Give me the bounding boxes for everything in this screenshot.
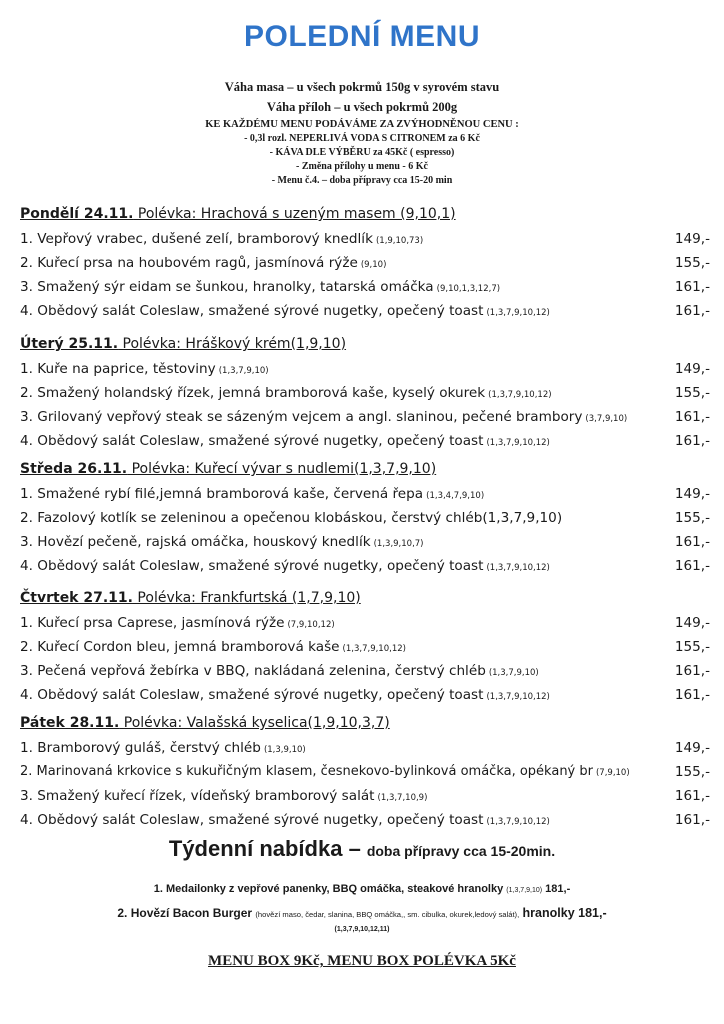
item-allergens: (1,3,7,9,10,12) [486,308,550,318]
side-change-note: - Změna přílohy u menu - 6 Kč [296,161,428,172]
day-name: Středa 26.11. [20,461,128,477]
info-block [0,78,724,188]
weekly-item-2-side: hranolky 181,- [522,906,607,920]
item-price: 161,- [674,788,710,804]
item-text: 4. Obědový salát Coleslaw, smažené sýrové nugetky, opečený toast [20,433,484,449]
item-allergens: (1,3,7,9,10) [488,668,539,678]
menu-item [20,433,710,457]
item-allergens: (7,9,10,12) [287,620,335,630]
item-price: 161,- [674,687,710,703]
item-text: 2. Marinovaná krkovice s kukuřičným klasem, česnekovo-bylinková omáčka, opékaný br [20,764,593,779]
menu-item [20,764,710,788]
menu-item [20,558,710,582]
day-soup: Polévka: Hrachová s uzeným masem (9,10,1) [133,206,456,222]
item-price: 155,- [674,764,710,780]
item-price: 155,- [674,639,710,655]
item-text: 1. Smažené rybí filé,jemná bramborová kaše, červená řepa [20,486,424,502]
item-price: 161,- [674,534,710,550]
weekly-item-1-price: 181,- [545,883,571,895]
item-text: 2. Kuřecí prsa na houbovém ragů, jasmínová rýže [20,255,358,271]
day-name: Úterý 25.11. [20,336,119,352]
item-price: 161,- [674,812,710,828]
item-allergens: (3,7,9,10) [585,414,628,424]
menu-item [20,279,710,303]
item-allergens: (1,3,4,7,9,10) [426,491,485,501]
day-name: Pondělí 24.11. [20,206,134,222]
item-text: 3. Grilovaný vepřový steak se sázeným vejcem a angl. slaninou, pečené brambory [20,409,583,425]
weekly-offer-heading [0,836,724,862]
item-allergens: (9,10,1,3,12,7) [436,284,501,294]
menu-item [20,255,710,279]
item-price: 161,- [674,409,710,425]
item-text: 2. Kuřecí Cordon bleu, jemná bramborová kaše [20,639,340,655]
item-allergens: (1,3,7,9,10,12) [486,692,550,702]
menu-item [20,788,710,812]
weekly-subtitle: doba přípravy cca 15-20min. [366,843,556,859]
item-text: 3. Hovězí pečeně, rajská omáčka, houskový knedlík [20,534,371,550]
item-allergens: (1,3,7,9,10) [218,366,269,376]
item-price: 149,- [674,361,710,377]
discount-coffee: - KÁVA DLE VÝBĚRU za 45Kč ( espresso) [269,147,455,158]
discount-heading: KE KAŽDÉMU MENU PODÁVÁME ZA ZVÝHODNĚNOU CENU : [205,119,519,130]
item-price: 149,- [674,486,710,502]
day-heading [20,461,436,477]
day-heading [20,715,390,731]
item-price: 161,- [674,663,710,679]
day-heading [20,336,346,352]
day-soup: Polévka: Kuřecí vývar s nudlemi(1,3,7,9,10) [127,461,437,477]
item-allergens: (1,3,7,9,10,12) [486,438,550,448]
item-allergens: (1,3,7,9,10,12) [486,563,550,573]
menu-item [20,687,710,711]
day-heading [20,590,361,606]
menu-item [20,639,710,663]
menu-item [20,409,710,433]
item-price: 149,- [674,615,710,631]
item-price: 155,- [674,510,710,526]
weekly-item-2 [0,906,724,920]
menu-item [20,486,710,510]
menu-item [20,812,710,836]
menu-item [20,534,710,558]
day-soup: Polévka: Frankfurtská (1,7,9,10) [132,590,361,606]
item-price: 155,- [674,385,710,401]
menu-item [20,231,710,255]
weekly-item-2-allergens: (1,3,7,9,10,12,11) [334,926,390,933]
item-text: 3. Smažený sýr eidam se šunkou, hranolky, tatarská omáčka [20,279,434,295]
menu-item [20,740,710,764]
weekly-item-1 [0,883,724,895]
item-allergens: (9,10) [360,260,387,270]
item-text: 4. Obědový salát Coleslaw, smažené sýrové nugetky, opečený toast [20,812,484,828]
page-title: POLEDNÍ MENU [243,20,480,53]
day-soup: Polévka: Valašská kyselica(1,9,10,3,7) [119,715,390,731]
weekly-item-2-note: (hovězí maso, čedar, slanina, BBQ omáčka,, sm. cibulka, okurek,ledový salát), [255,910,520,919]
item-text: 1. Bramborový guláš, čerstvý chléb [20,740,261,756]
item-allergens: (1,3,7,9,10,12) [342,644,406,654]
weekly-item-1-allergens: (1,3,7,9,10) [506,887,543,894]
item-price: 161,- [674,303,710,319]
item-text: 4. Obědový salát Coleslaw, smažené sýrové nugetky, opečený toast [20,303,484,319]
item-text: 1. Kuře na paprice, těstoviny [20,361,216,377]
meat-weight-note: Váha masa – u všech pokrmů 150g v syrovém stavu [224,80,500,94]
item-price: 161,- [674,558,710,574]
day-soup: Polévka: Hráškový krém(1,9,10) [118,336,347,352]
menu-item [20,615,710,639]
menu-item [20,510,710,534]
item-text: 4. Obědový salát Coleslaw, smažené sýrové nugetky, opečený toast [20,558,484,574]
item-text: 2. Fazolový kotlík se zeleninou a opečenou klobáskou, čerstvý chléb(1,3,7,9,10) [20,510,563,526]
item-text: 4. Obědový salát Coleslaw, smažené sýrové nugetky, opečený toast [20,687,484,703]
item-price: 149,- [674,740,710,756]
day-name: Čtvrtek 27.11. [20,590,133,606]
menu-item [20,385,710,409]
menu-item [20,663,710,687]
item-text: 2. Smažený holandský řízek, jemná bramborová kaše, kyselý okurek [20,385,486,401]
weekly-item-1-text: 1. Medailonky z vepřové panenky, BBQ omáčka, steakové hranolky [153,883,504,895]
item-price: 161,- [674,433,710,449]
menu4-prep-note: - Menu č.4. – doba přípravy cca 15-20 min [271,175,453,186]
menu-item [20,303,710,327]
item-allergens: (1,3,7,9,10,12) [488,390,552,400]
weekly-title: Týdenní nabídka – [168,836,361,861]
item-allergens: (1,3,7,10,9) [377,793,428,803]
item-allergens: (1,9,10,73) [375,236,424,246]
item-allergens: (1,3,9,10,7) [373,539,424,549]
day-heading [20,206,456,222]
side-weight-note: Váha příloh – u všech pokrmů 200g [266,100,458,114]
item-allergens: (7,9,10) [595,768,630,778]
item-allergens: (1,3,7,9,10,12) [486,817,550,827]
item-text: 1. Kuřecí prsa Caprese, jasmínová rýže [20,615,285,631]
item-allergens: (1,3,9,10) [263,745,306,755]
menu-item [20,361,710,385]
item-price: 161,- [674,279,710,295]
day-name: Pátek 28.11. [20,715,120,731]
item-price: 155,- [674,255,710,271]
weekly-item-2-name: 2. Hovězí Bacon Burger [117,906,253,920]
item-text: 3. Pečená vepřová žebírka v BBQ, nakládaná zelenina, čerstvý chléb [20,663,486,679]
discount-water: - 0,3l rozl. NEPERLIVÁ VODA S CITRONEM za 6 Kč [244,133,480,144]
item-text: 3. Smažený kuřecí řízek, vídeňský bramborový salát [20,788,375,804]
item-text: 1. Vepřový vrabec, dušené zelí, bramborový knedlík [20,231,373,247]
menu-box-note: MENU BOX 9Kč, MENU BOX POLÉVKA 5Kč [208,953,516,969]
item-price: 149,- [674,231,710,247]
